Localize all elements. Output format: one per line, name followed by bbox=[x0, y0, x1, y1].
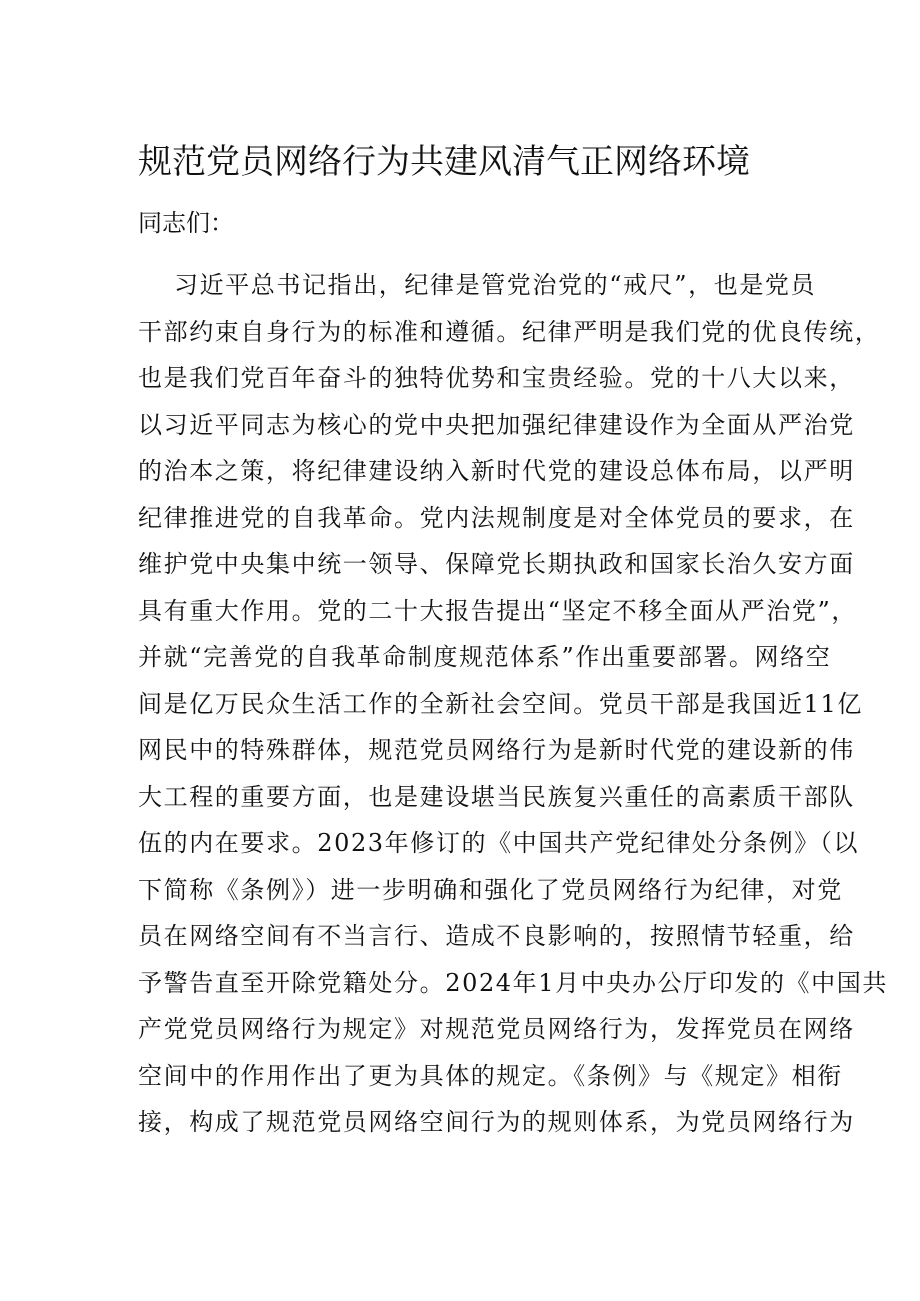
paragraph-line: 以习近平同志为核心的党中央把加强纪律建设作为全面从严治党 bbox=[138, 410, 855, 439]
paragraph-line: 的治本之策，将纪律建设纳入新时代党的建设总体布局，以严明 bbox=[138, 457, 855, 485]
paragraph-line: 维护党中央集中统一领导、保障党长期执政和国家长治久安方面 bbox=[138, 550, 855, 578]
paragraph-line: 伍的内在要求。2023年修订的《中国共产党纪律处分条例》（以 bbox=[138, 829, 860, 857]
paragraph-line: 员在网络空间有不当言行、造成不良影响的，按照情节轻重，给 bbox=[138, 922, 855, 950]
document-title: 规范党员网络行为共建风清气正网络环境 bbox=[138, 142, 750, 182]
paragraph-line: 产党党员网络行为规定》对规范党员网络行为，发挥党员在网络 bbox=[138, 1015, 855, 1043]
paragraph-line: 干部约束自身行为的标准和遵循。纪律严明是我们党的优良传统， bbox=[138, 317, 881, 346]
paragraph-line: 予警告直至开除党籍处分。2024年1月中央办公厅印发的《中国共 bbox=[138, 968, 888, 997]
paragraph-line: 网民中的特殊群体，规范党员网络行为是新时代党的建设新的伟 bbox=[138, 736, 855, 764]
paragraph-line: 接，构成了规范党员网络空间行为的规则体系，为党员网络行为 bbox=[138, 1108, 855, 1136]
paragraph-line: 习近平总书记指出，纪律是管党治党的“戒尺”，也是党员 bbox=[174, 271, 817, 299]
paragraph-line: 具有重大作用。党的二十大报告提出“坚定不移全面从严治党”， bbox=[138, 596, 857, 625]
paragraph-line: 下简称《条例》）进一步明确和强化了党员网络行为纪律，对党 bbox=[138, 875, 843, 904]
paragraph-line: 大工程的重要方面，也是建设堪当民族复兴重任的高素质干部队 bbox=[138, 782, 855, 811]
body-paragraph bbox=[138, 262, 888, 1146]
paragraph-line: 间是亿万民众生活工作的全新社会空间。党员干部是我国近11亿 bbox=[138, 689, 863, 718]
paragraph-line: 空间中的作用作出了更为具体的规定。《条例》与《规定》相衔 bbox=[138, 1061, 843, 1090]
paragraph-line: 并就“完善党的自我革命制度规范体系”作出重要部署。网络空 bbox=[138, 643, 832, 671]
paragraph-line: 纪律推进党的自我革命。党内法规制度是对全体党员的要求，在 bbox=[138, 503, 855, 532]
salutation: 同志们： bbox=[138, 209, 234, 237]
paragraph-line: 也是我们党百年奋斗的独特优势和宝贵经验。党的十八大以来， bbox=[138, 364, 855, 392]
